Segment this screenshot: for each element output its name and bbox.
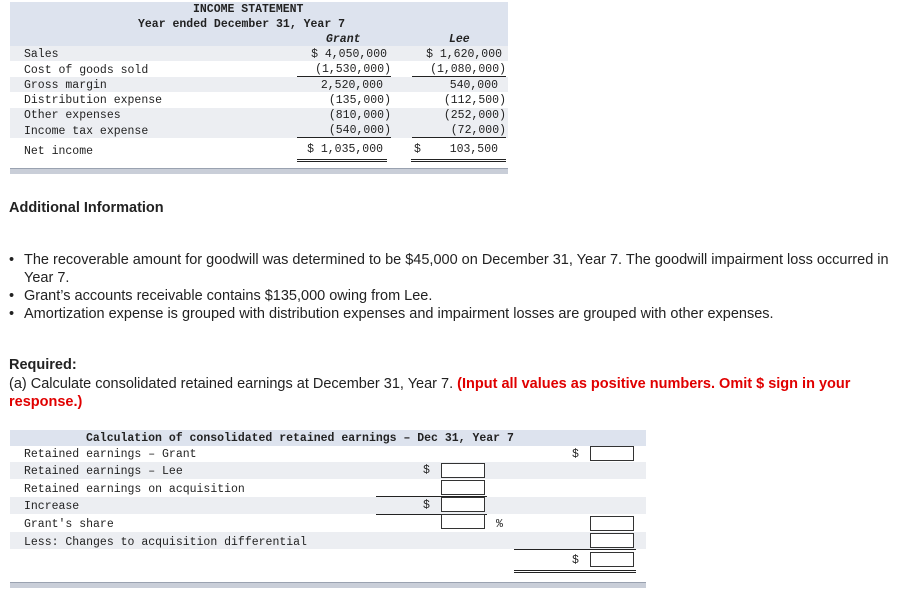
- total-underline: [514, 570, 636, 571]
- calc-row-label: Retained earnings – Grant: [24, 448, 197, 461]
- total-double-underline: [514, 572, 636, 573]
- grant-gross-margin: 2,520,000: [320, 79, 383, 92]
- calc-row-label: Less: Changes to acquisition differential: [24, 536, 307, 549]
- row-band: [10, 497, 646, 514]
- subtotal-underline: [514, 549, 636, 550]
- lee-income-tax: (72,000): [412, 124, 506, 138]
- grant-distribution: (135,000): [328, 94, 391, 107]
- lee-net-income-dollar: $: [414, 143, 421, 156]
- column-header-lee: Lee: [449, 33, 470, 46]
- re-grant-input[interactable]: [590, 446, 634, 461]
- row-label-income-tax: Income tax expense: [24, 125, 149, 138]
- input-instruction: (Input all values as positive numbers. Omit $ sign in your response.): [9, 376, 851, 410]
- table-bottom-rule: [10, 582, 646, 588]
- dollar-sign: $: [572, 448, 579, 461]
- lee-net-double-underline: [411, 161, 506, 162]
- increase-input[interactable]: [441, 497, 485, 512]
- grant-net-underline: [297, 159, 387, 160]
- statement-title: INCOME STATEMENT: [193, 3, 304, 16]
- row-label-cogs: Cost of goods sold: [24, 64, 149, 77]
- dollar-sign: $: [423, 499, 430, 512]
- lee-net-underline: [411, 159, 506, 160]
- grant-share-amount-input[interactable]: [590, 516, 634, 531]
- additional-info-heading: Additional Information: [9, 200, 164, 216]
- grant-net-double-underline: [297, 161, 387, 162]
- grant-sales: $ 4,050,000: [311, 48, 387, 61]
- column-header-grant: Grant: [326, 33, 361, 46]
- lee-net-income: 103,500: [449, 143, 498, 156]
- grant-cogs: (1,530,000): [297, 63, 391, 77]
- part-a-question: (a) Calculate consolidated retained earnings at December 31, Year 7.: [9, 376, 454, 392]
- re-lee-input[interactable]: [441, 463, 485, 478]
- table-bottom-rule: [10, 168, 508, 174]
- grant-net-income: $ 1,035,000: [307, 143, 383, 156]
- lee-other-expenses: (252,000): [443, 109, 506, 122]
- dollar-sign: $: [423, 464, 430, 477]
- list-item: • Grant’s accounts receivable contains $135,000 owing from Lee.: [9, 287, 899, 305]
- lee-cogs: (1,080,000): [412, 63, 506, 77]
- lee-sales: $ 1,620,000: [426, 48, 502, 61]
- consolidated-re-total-input[interactable]: [590, 552, 634, 567]
- list-item: • Amortization expense is grouped with distribution expenses and impairment losses are grouped with other expenses.: [9, 305, 899, 323]
- grant-income-tax: (540,000): [297, 124, 391, 138]
- row-label-net-income: Net income: [24, 145, 94, 158]
- calc-row-label: Retained earnings – Lee: [24, 465, 183, 478]
- percent-sign: %: [496, 518, 503, 531]
- row-label-gross-margin: Gross margin: [24, 79, 107, 92]
- list-item: • The recoverable amount for goodwill was determined to be $45,000 on December 31, Year 7. The goodwill impairment loss occurred in Year 7.: [9, 251, 899, 287]
- acquisition-differential-input[interactable]: [590, 533, 634, 548]
- required-text: [9, 375, 904, 411]
- row-label-distribution: Distribution expense: [24, 94, 163, 107]
- additional-info-list: [9, 251, 899, 323]
- row-label-sales: Sales: [24, 48, 59, 61]
- calc-row-label: Retained earnings on acquisition: [24, 483, 245, 496]
- statement-subtitle: Year ended December 31, Year 7: [138, 18, 346, 31]
- lee-gross-margin: 540,000: [449, 79, 498, 92]
- grant-share-percent-input[interactable]: [441, 514, 485, 529]
- grant-other-expenses: (810,000): [328, 109, 391, 122]
- calc-title: Calculation of consolidated retained earnings – Dec 31, Year 7: [86, 432, 514, 445]
- dollar-sign: $: [572, 554, 579, 567]
- re-acquisition-input[interactable]: [441, 480, 485, 495]
- lee-distribution: (112,500): [443, 94, 506, 107]
- calc-row-label: Grant's share: [24, 518, 114, 531]
- required-heading: Required:: [9, 357, 77, 373]
- calc-row-label: Increase: [24, 500, 80, 513]
- row-label-other-expenses: Other expenses: [24, 109, 121, 122]
